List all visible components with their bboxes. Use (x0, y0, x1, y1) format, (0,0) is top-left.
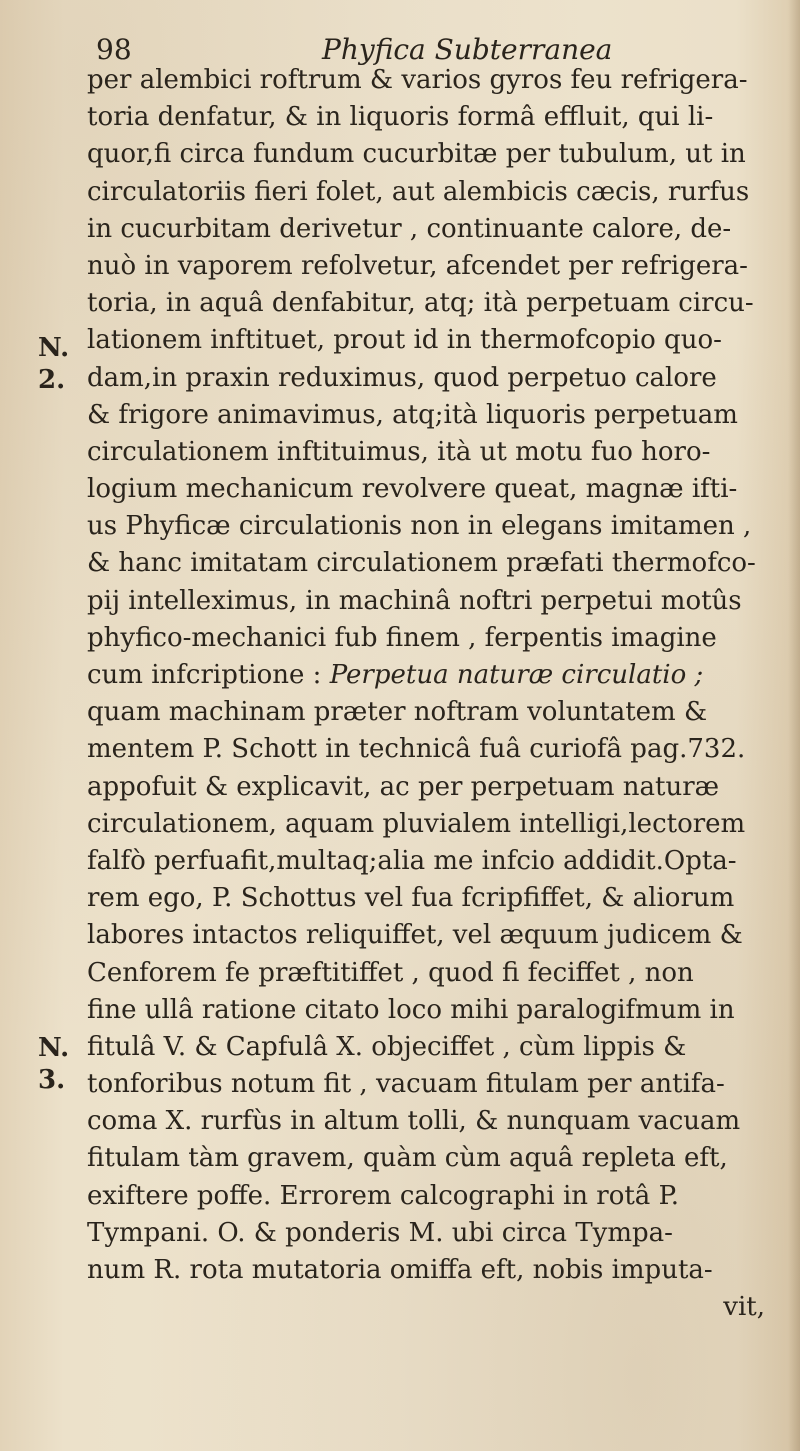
text-line: toria, in aquâ denfabitur, atq; ità perpetuam circu- (87, 288, 754, 319)
text-line: labores intactos reliquiffet, vel æquum judicem & (87, 920, 743, 951)
text-line: in cucurbitam derivetur , continuante calore, de- (87, 213, 732, 244)
margin-note-number: 2. (38, 365, 66, 395)
text-line: fitulâ V. & Capfulâ X. objeciffet , cùm lippis & (87, 1031, 687, 1062)
text-line: circulationem inftituimus, ità ut motu fuo horo- (87, 436, 711, 467)
text-line: Tympani. O. & ponderis M. ubi circa Tympa- (87, 1217, 673, 1248)
text-line: circulationem, aquam pluvialem intelligi,lectorem (87, 808, 746, 839)
margin-note-n3 (38, 1032, 78, 1096)
text-line: lationem inftituet, prout id in thermofcopio quo- (87, 325, 722, 356)
text-line: exiftere poffe. Errorem calcographi in rotâ P. (87, 1180, 680, 1211)
text-line: pij intelleximus, in machinâ noftri perpetui motûs (87, 585, 742, 616)
text-line: circulatoriis fieri folet, aut alembicis cæcis, rurfus (87, 176, 750, 207)
margin-note-n2 (38, 332, 78, 396)
text-line: toria denfatur, & in liquoris formâ effluit, qui li- (87, 102, 714, 133)
text-line: coma X. rurfùs in altum tolli, & nunquam vacuam (87, 1106, 741, 1137)
text-line: Cenforem fe præftitiffet , quod fi feciffet , non (87, 957, 694, 988)
text-line: falfò perfuafit,multaq;alia me infcio addidit.Opta- (87, 845, 737, 876)
text-line: quam machinam præter noftram voluntatem & (87, 697, 708, 728)
text-line: appofuit & explicavit, ac per perpetuam naturæ (87, 771, 720, 802)
text-line: logium mechanicum revolvere queat, magnæ ifti- (87, 474, 738, 505)
text-line: num R. rota mutatoria omiffa eft, nobis imputa- (87, 1255, 713, 1285)
catchword: vit, (723, 1292, 765, 1323)
text-line: fitulam tàm gravem, quàm cùm aquâ repleta eft, (87, 1143, 728, 1174)
margin-note-label: N. (38, 1033, 70, 1063)
italic-inscription: Perpetua naturæ circulatio ; (329, 660, 704, 690)
text-line: & hanc imitatam circulationem præfati thermofco- (87, 548, 756, 579)
text-line: per alembici roftrum & varios gyros feu refrigera- (87, 65, 748, 95)
margin-note-label: N. (38, 333, 70, 363)
body-text (87, 62, 787, 1326)
text-line: mentem P. Schott in technicâ fuâ curiofâ pag.732. (87, 734, 746, 765)
text-line: nuò in vaporem refolvetur, afcendet per refrigera- (87, 250, 748, 281)
text-line: tonforibus notum fit , vacuam fitulam per antifa- (87, 1069, 725, 1100)
running-title: Phyfica Subterranea (322, 33, 613, 66)
text-line: dam,in praxin reduximus, quod perpetuo calore (87, 362, 717, 393)
text-line: rem ego, P. Schottus vel fua fcripfiffet, & aliorum (87, 883, 735, 914)
page-edge-shadow (788, 0, 800, 1451)
text-line: & frigore animavimus, atq;ità liquoris perpetuam (87, 399, 738, 430)
text-line: quor,fi circa fundum cucurbitæ per tubulum, ut in (87, 139, 746, 170)
inscription-lead-text: cum infcriptione : (87, 660, 330, 690)
text-line: phyfico-mechanici fub finem , ferpentis imagine (87, 622, 717, 653)
text-line-with-inscription (87, 657, 787, 694)
text-line: us Phyficæ circulationis non in elegans imitamen , (87, 511, 752, 542)
margin-note-number: 3. (38, 1065, 66, 1095)
text-line: fine ullâ ratione citato loco mihi paralogifmum in (87, 994, 735, 1025)
page-number: 98 (96, 33, 132, 66)
